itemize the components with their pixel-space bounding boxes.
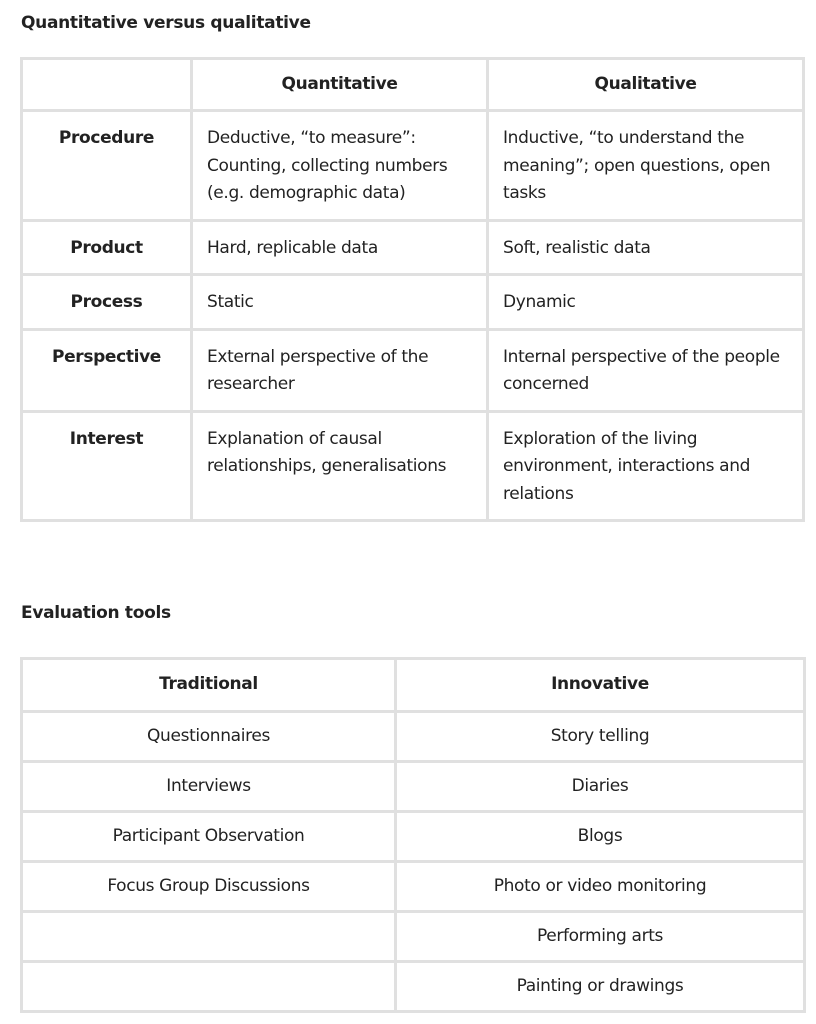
header-cell-qualitative: Qualitative (488, 59, 804, 111)
traditional-cell: Participant Observation (22, 812, 396, 862)
table-row (22, 329, 804, 411)
innovative-cell: Performing arts (396, 912, 805, 962)
row-label: Procedure (22, 111, 192, 221)
table-header-row (22, 59, 804, 111)
table-row (22, 275, 804, 330)
qualitative-cell: Soft, realistic data (488, 220, 804, 275)
qualitative-cell: Inductive, “to understand the meaning”; open questions, open tasks (488, 111, 804, 221)
quantitative-cell: Explanation of causal relationships, generalisations (192, 411, 488, 521)
row-label: Perspective (22, 329, 192, 411)
innovative-cell: Story telling (396, 712, 805, 762)
quantitative-cell: Hard, replicable data (192, 220, 488, 275)
header-cell-traditional: Traditional (22, 659, 396, 712)
quantitative-cell: Static (192, 275, 488, 330)
header-cell-empty (22, 59, 192, 111)
innovative-cell: Blogs (396, 812, 805, 862)
table-row (22, 762, 805, 812)
table-row (22, 220, 804, 275)
row-label: Product (22, 220, 192, 275)
table-row (22, 812, 805, 862)
table-row (22, 712, 805, 762)
table-row (22, 962, 805, 1012)
section-heading-quantitative-vs-qualitative: Quantitative versus qualitative (21, 13, 311, 33)
traditional-cell (22, 962, 396, 1012)
table-row (22, 862, 805, 912)
header-cell-innovative: Innovative (396, 659, 805, 712)
qualitative-cell: Internal perspective of the people concerned (488, 329, 804, 411)
qualitative-cell: Dynamic (488, 275, 804, 330)
traditional-cell: Focus Group Discussions (22, 862, 396, 912)
innovative-cell: Photo or video monitoring (396, 862, 805, 912)
traditional-cell (22, 912, 396, 962)
table-header-row (22, 659, 805, 712)
table-row (22, 411, 804, 521)
row-label: Process (22, 275, 192, 330)
innovative-cell: Diaries (396, 762, 805, 812)
header-cell-quantitative: Quantitative (192, 59, 488, 111)
qualitative-cell: Exploration of the living environment, interactions and relations (488, 411, 804, 521)
table-row (22, 912, 805, 962)
quantitative-qualitative-table (20, 57, 805, 522)
traditional-cell: Interviews (22, 762, 396, 812)
quantitative-cell: External perspective of the researcher (192, 329, 488, 411)
traditional-cell: Questionnaires (22, 712, 396, 762)
table-row (22, 111, 804, 221)
row-label: Interest (22, 411, 192, 521)
innovative-cell: Painting or drawings (396, 962, 805, 1012)
evaluation-tools-table (20, 657, 806, 1013)
section-heading-evaluation-tools: Evaluation tools (21, 603, 171, 623)
quantitative-cell: Deductive, “to measure”: Counting, collecting numbers (e.g. demographic data) (192, 111, 488, 221)
